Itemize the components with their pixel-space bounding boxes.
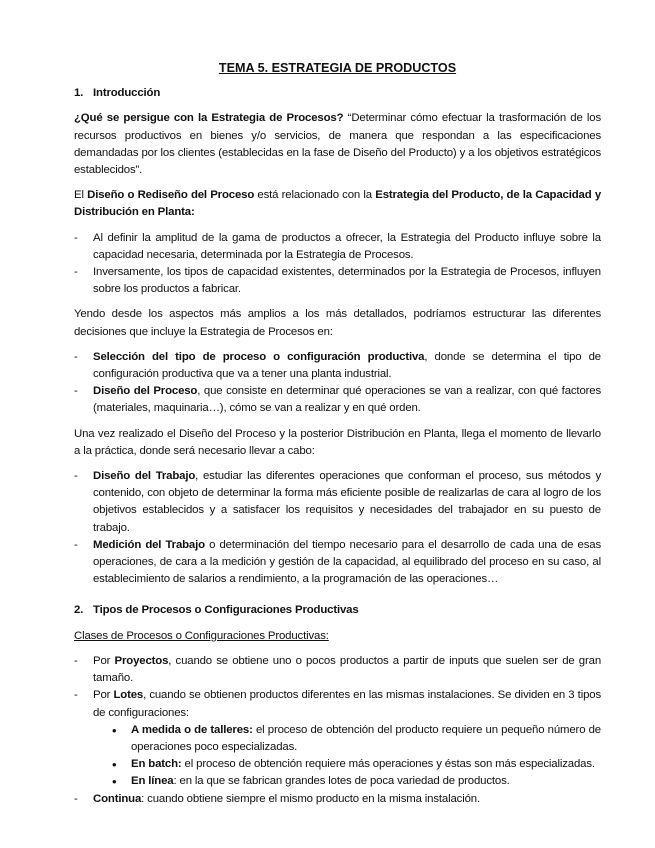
bold-span: Medición del Trabajo <box>93 538 205 551</box>
text-span: , que consiste en determinar qué operaciones se van a realizar, con qué factores (materiales, maquinaria…), cómo se van a realizar y en qué orden. <box>93 385 602 415</box>
list-item <box>74 537 601 589</box>
list-item <box>74 468 601 537</box>
bold-span: Selección del tipo de proceso o configuración productiva <box>93 350 425 363</box>
section-1-number: 1. <box>74 87 84 100</box>
section-2-title: Tipos de Procesos o Configuraciones Productivas <box>93 604 359 617</box>
list-item <box>74 653 601 687</box>
list-item <box>74 687 601 790</box>
bold-span: Diseño del Trabajo <box>93 470 196 483</box>
list-item <box>74 791 601 808</box>
bold-span: Estrategia del Producto, de la Capacidad y Distribución en Planta: <box>74 189 602 219</box>
text-span: Por <box>93 654 115 667</box>
bold-span: En línea <box>131 775 174 788</box>
bold-span: A medida o de talleres: <box>131 723 253 736</box>
list-item <box>112 756 601 773</box>
list-item <box>74 383 601 417</box>
bold-span: En batch: <box>131 758 182 771</box>
text-span: el proceso de obtención requiere más operaciones y éstas son más especializadas. <box>181 758 595 771</box>
intro-definition: “Determinar cómo efectuar la trasformación de los recursos productivos en bienes y/o servicios, de manera que respondan a las especificaciones demandadas por los clientes (establecidas en la fase de Diseño del Producto) y a los objetivos estratégicos establecidos”. <box>74 112 601 177</box>
page-title: TEMA 5. ESTRATEGIA DE PRODUCTOS <box>218 61 457 75</box>
list-item: - Al definir la amplitud de la gama de productos a ofrecer, la Estrategia del Producto influye sobre la capacidad necesaria, determinada por la Estrategia de Procesos. <box>74 230 601 264</box>
section-1-heading <box>74 85 601 102</box>
decisions-paragraph: Yendo desde los aspectos más amplios a los más detallados, podríamos estructurar las diferentes decisiones que incluye la Estrategia de Procesos en: <box>74 308 601 338</box>
process-design-paragraph <box>74 187 601 221</box>
text-span: El <box>74 189 88 202</box>
work-list <box>74 468 601 588</box>
text-span: , estudiar las diferentes operaciones que conforman el proceso, sus métodos y contenido, con objeto de determinar la forma más eficiente posible de realizarlas de cara al logro de los objetivos establecidos y a satisfacer los requisitos y necesidades del trabajador en su puesto de trabajo. <box>93 470 602 534</box>
decisions-list <box>74 349 601 418</box>
text-span: : en la que se fabrican grandes lotes de poca variedad de productos. <box>173 775 510 788</box>
relation-list <box>74 230 601 299</box>
bold-span: Continua <box>93 792 142 805</box>
list-item <box>112 773 601 790</box>
section-2-number: 2. <box>74 604 84 617</box>
list-item <box>74 349 601 383</box>
text-span: , cuando se obtiene uno o pocos productos a partir de inputs que suelen ser de gran tamaño. <box>93 654 602 685</box>
text-span: o determinación del tiempo necesario para el desarrollo de cada una de esas operaciones, de cara a la medición y gestión de la capacidad, al equilibrado del proceso en su caso, al establecimiento de salarios a rendimiento, a la programación de las operaciones… <box>93 538 601 586</box>
bold-span: Diseño o Rediseño del Proceso <box>87 189 255 202</box>
practice-paragraph: Una vez realizado el Diseño del Proceso y la posterior Distribución en Planta, llega el momento de llevarlo a la práctica, donde será necesario llevar a cabo: <box>74 427 601 457</box>
process-types-list <box>74 653 601 808</box>
list-item <box>112 722 601 756</box>
list-item: - Inversamente, los tipos de capacidad existentes, determinados por la Estrategia de Procesos, influyen sobre los productos a fabricar. <box>74 264 601 298</box>
bold-span: Diseño del Proceso <box>93 385 198 398</box>
intro-question: ¿Qué se persigue con la Estrategia de Procesos? <box>74 112 344 125</box>
section-2-heading <box>74 602 601 619</box>
text-span: , cuando se obtienen productos diferentes en las mismas instalaciones. Se dividen en 3 tipos de configuraciones: <box>93 689 601 719</box>
text-span: , donde se determina el tipo de configuración productiva que va a tener una planta industrial. <box>93 350 601 381</box>
text-span: : cuando obtiene siempre el mismo producto en la misma instalación. <box>141 792 480 805</box>
bold-span: Lotes <box>113 689 144 702</box>
text-span: Por <box>93 689 114 702</box>
section-1-title: Introducción <box>93 87 161 100</box>
section-2-subheading: Clases de Procesos o Configuraciones Productivas: <box>74 629 329 642</box>
batch-types-list <box>74 722 601 791</box>
bold-span: Proyectos <box>114 654 169 667</box>
text-span: está relacionado con la <box>254 189 376 202</box>
intro-paragraph <box>74 110 601 179</box>
text-span: el proceso de obtención del producto requiere un pequeño número de operaciones poco especializadas. <box>131 723 601 753</box>
